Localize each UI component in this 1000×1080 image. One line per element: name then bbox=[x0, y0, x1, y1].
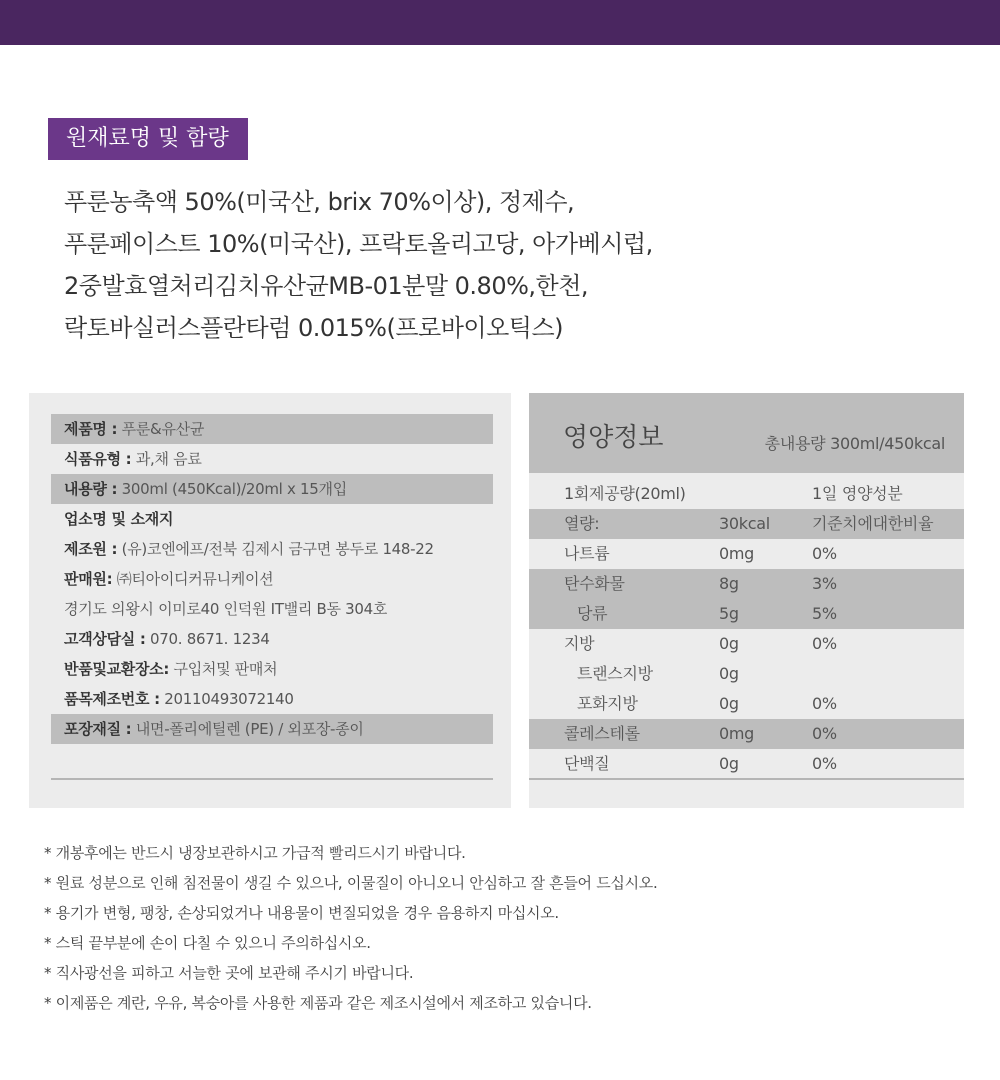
net-content-row: 내용량 : 300ml (450Kcal)/20ml x 15개입 bbox=[51, 474, 493, 504]
ingredients-line: 락토바실러스플란타럼 0.015%(프로바이오틱스) bbox=[64, 314, 563, 342]
table-row: 포화지방 0g 0% bbox=[577, 694, 837, 713]
seller-address-row: 경기도 의왕시 이미로40 인덕원 IT밸리 B동 304호 bbox=[64, 600, 388, 618]
ingredients-text bbox=[64, 181, 964, 349]
ingredients-line: 푸룬페이스트 10%(미국산), 프락토올리고당, 아가베시럽, bbox=[64, 230, 653, 258]
nutrition-title: 영양정보 bbox=[563, 423, 664, 453]
table-row: 1회제공량(20ml) 1일 영양성분 bbox=[564, 484, 903, 503]
table-row: 지방 0g 0% bbox=[564, 634, 837, 653]
return-place-row: 반품및교환장소: 구입처및 판매처 bbox=[64, 660, 278, 678]
product-name-row: 제품명 : 푸룬&유산균 bbox=[51, 414, 493, 444]
ingredients-line: 2중발효열처리김치유산균MB-01분말 0.80%,한천, bbox=[64, 272, 589, 300]
section-title: 원재료명 및 함량 bbox=[48, 118, 248, 160]
nutrition-total-volume: 총내용량 300ml/450kcal bbox=[764, 434, 945, 453]
ingredients-line: 푸룬농축액 50%(미국산, brix 70%이상), 정제수, bbox=[64, 188, 575, 216]
divider bbox=[529, 778, 964, 780]
note-item: * 용기가 변형, 팽창, 손상되었거나 내용물이 변질되었을 경우 음용하지 마십시오. bbox=[44, 904, 559, 922]
table-row: 나트륨 0mg 0% bbox=[564, 544, 837, 563]
business-heading-row: 업소명 및 소재지 bbox=[64, 510, 174, 528]
customer-service-row: 고객상담실 : 070. 8671. 1234 bbox=[64, 630, 270, 648]
note-item: * 개봉후에는 반드시 냉장보관하시고 가급적 빨리드시기 바랍니다. bbox=[44, 844, 466, 862]
food-type-row: 식품유형 : 과,채 음료 bbox=[64, 450, 202, 468]
product-info-panel bbox=[29, 393, 511, 808]
table-row: 열량: 30kcal 기준치에대한비율 bbox=[529, 509, 964, 539]
note-item: * 이제품은 계란, 우유, 복숭아를 사용한 제품과 같은 제조시설에서 제조하고 있습니다. bbox=[44, 994, 592, 1012]
item-report-number-row: 품목제조번호 : 20110493072140 bbox=[64, 690, 294, 708]
caution-notes bbox=[44, 838, 974, 1018]
table-row: 탄수화물 8g 3% bbox=[529, 569, 964, 599]
note-item: * 스틱 끝부분에 손이 다칠 수 있으니 주의하십시오. bbox=[44, 934, 371, 952]
nutrition-header bbox=[529, 393, 964, 473]
product-info-list bbox=[51, 414, 493, 744]
manufacturer-row: 제조원 : (유)코엔에프/전북 김제시 금구면 봉두로 148-22 bbox=[64, 540, 434, 558]
nutrition-panel bbox=[529, 393, 964, 808]
note-item: * 원료 성분으로 인해 침전물이 생길 수 있으나, 이물질이 아니오니 안심하고 잘 흔들어 드십시오. bbox=[44, 874, 658, 892]
seller-row: 판매원: ㈜티아이디커뮤니케이션 bbox=[64, 570, 274, 588]
table-row: 콜레스테롤 0mg 0% bbox=[529, 719, 964, 749]
packaging-material-row: 포장재질 : 내면-폴리에틸렌 (PE) / 외포장-종이 bbox=[51, 714, 493, 744]
table-row: 트랜스지방 0g bbox=[577, 664, 739, 683]
top-banner-bar bbox=[0, 0, 1000, 45]
divider bbox=[51, 778, 493, 780]
nutrition-table bbox=[529, 479, 964, 779]
table-row: 당류 5g 5% bbox=[529, 599, 964, 629]
table-row: 단백질 0g 0% bbox=[564, 754, 837, 773]
note-item: * 직사광선을 피하고 서늘한 곳에 보관해 주시기 바랍니다. bbox=[44, 964, 414, 982]
